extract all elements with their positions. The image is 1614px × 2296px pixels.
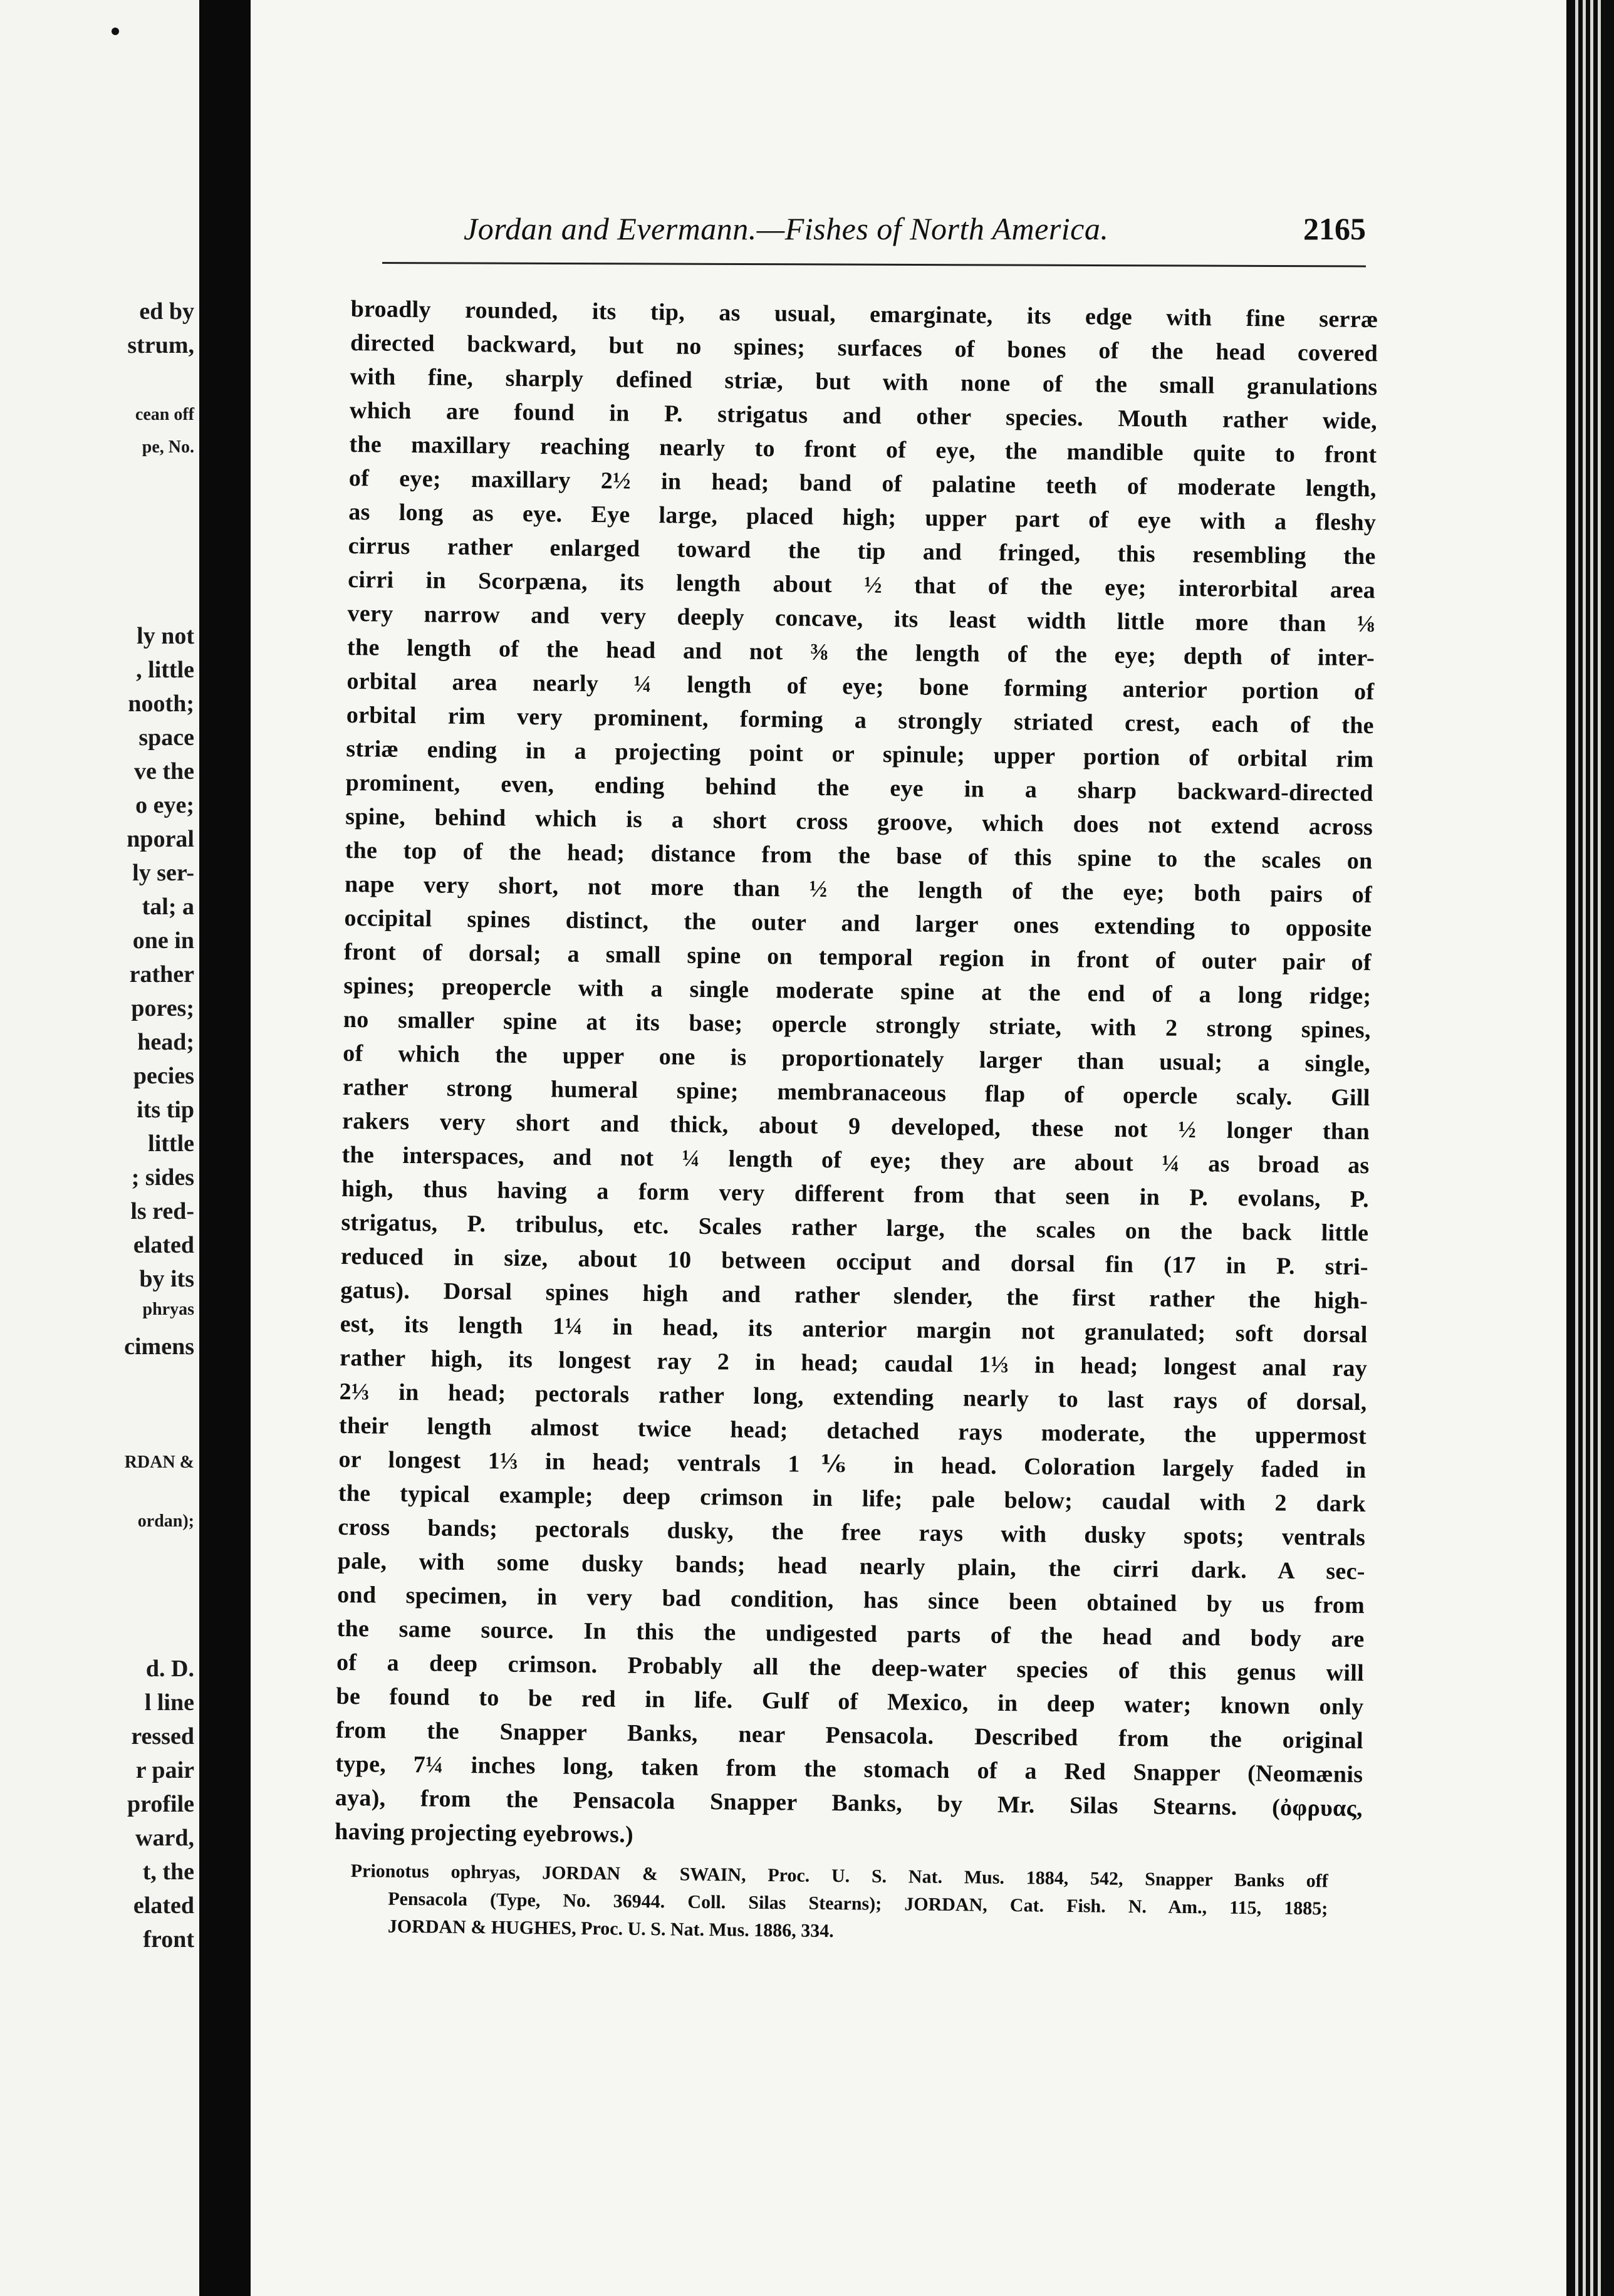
page-edge <box>1566 0 1614 2296</box>
text-line: their length almost twice head; detached rays moderate, the uppermost <box>338 1412 1367 1450</box>
text-line: the typical example; deep crimson in life; pale below; caudal with 2 dark <box>338 1479 1367 1518</box>
text-line: front of dorsal; a small spine on temporal region in front of outer pair of <box>343 938 1372 976</box>
text-line: as long as eye. Eye large, placed high; upper part of eye with a fleshy <box>348 498 1377 536</box>
text-line: the same source. In this the undigested parts of the head and body are <box>336 1615 1365 1653</box>
text-line: with fine, sharply defined striæ, but with none of the small granulations <box>350 363 1378 401</box>
fragment-line: ve the <box>133 758 194 785</box>
fragment-line: RDAN & <box>124 1453 194 1472</box>
fragment-line: little <box>148 1130 194 1157</box>
fragment-line: space <box>138 724 194 751</box>
text-line: occipital spines distinct, the outer and larger ones extending to opposite <box>344 904 1372 942</box>
reference-line: JORDAN & HUGHES, Proc. U. S. Nat. Mus. 1886, 334. <box>387 1916 834 1942</box>
text-line: the length of the head and not ⅜ the length of the eye; depth of inter- <box>346 634 1375 672</box>
text-line: the top of the head; distance from the base of this spine to the scales on <box>345 837 1373 875</box>
fragment-line: phryas <box>142 1300 194 1319</box>
fragment-line: its tip <box>137 1097 194 1123</box>
fragment-line: head; <box>137 1029 194 1055</box>
fragment-line: o eye; <box>135 792 194 818</box>
fragment-line: d. D. <box>145 1656 194 1682</box>
fragment-line: by its <box>139 1266 194 1292</box>
text-line: cross bands; pectorals dusky, the free rays with dusky spots; ventrals <box>338 1513 1366 1552</box>
fragment-line: front <box>143 1926 194 1953</box>
reference-line: Pensacola (Type, No. 36944. Coll. Silas Stearns); JORDAN, Cat. Fish. N. Am., 115, 1885; <box>388 1888 1328 1919</box>
fragment-line: strum, <box>127 332 194 358</box>
text-line: rather high, its longest ray 2 in head; caudal 1⅓ in head; longest anal ray <box>339 1344 1368 1382</box>
text-line: cirrus rather enlarged toward the tip and fringed, this resembling the <box>348 532 1376 570</box>
fragment-line: pores; <box>131 995 194 1021</box>
text-line: which are found in P. strigatus and other species. Mouth rather wide, <box>349 397 1378 435</box>
fragment-line: ly not <box>137 623 194 649</box>
text-line: broadly rounded, its tip, as usual, emarginate, its edge with fine serræ <box>350 295 1378 333</box>
fragment-line: ressed <box>131 1723 194 1750</box>
text-line: est, its length 1¼ in head, its anterior margin not granulated; soft dorsal <box>340 1310 1368 1349</box>
text-line: cirri in Scorpæna, its length about ½ that of the eye; interorbital area <box>347 566 1376 604</box>
species-description <box>335 292 1378 1859</box>
fragment-line: ordan); <box>137 1511 194 1531</box>
text-line: be found to be red in life. Gulf of Mexico, in deep water; known only <box>336 1683 1364 1721</box>
text-line: pale, with some dusky bands; head nearly plain, the cirri dark. A sec- <box>337 1547 1365 1585</box>
text-line: high, thus having a form very different from that seen in P. evolans, P. <box>341 1175 1370 1213</box>
text-line: orbital area nearly ¼ length of eye; bone forming anterior portion of <box>346 667 1375 706</box>
book-gutter <box>199 0 257 2296</box>
text-line: rakers very short and thick, about 9 developed, these not ½ longer than <box>341 1107 1370 1145</box>
fragment-line: t, the <box>142 1859 194 1885</box>
text-line: of a deep crimson. Probably all the deep-water species of this genus will <box>336 1649 1365 1687</box>
fragment-line: ; sides <box>131 1164 194 1191</box>
text-line: the maxillary reaching nearly to front of eye, the mandible quite to front <box>349 430 1377 469</box>
fragment-line: l line <box>144 1689 194 1716</box>
fragment-line: nooth; <box>128 691 194 717</box>
text-line: the interspaces, and not ¼ length of eye; they are about ¼ as broad as <box>341 1141 1370 1179</box>
previous-page-fragment <box>0 0 199 2296</box>
text-line: rather strong humeral spine; membranaceous flap of opercle scaly. Gill <box>342 1073 1370 1112</box>
text-line: gatus). Dorsal spines high and rather slender, the first rather the high- <box>340 1276 1368 1315</box>
synonymy-references <box>350 1857 1328 1950</box>
fragment-line: pecies <box>133 1063 194 1089</box>
fragment-line: pe, No. <box>142 437 194 457</box>
text-line: or longest 1⅓ in head; ventrals 1⅙ in head. Coloration largely faded in <box>338 1446 1367 1484</box>
text-line: type, 7¼ inches long, taken from the stomach of a Red Snapper (Neomænis <box>335 1750 1363 1788</box>
text-line: spine, behind which is a short cross groove, which does not extend across <box>345 803 1373 841</box>
text-line: prominent, even, ending behind the eye in a sharp backward-directed <box>345 769 1373 807</box>
running-head: Jordan and Evermann.—Fishes of North America. <box>464 211 1109 246</box>
fragment-line: elated <box>133 1232 194 1258</box>
fragment-line: elated <box>133 1892 194 1919</box>
fragment-line: ed by <box>139 298 194 325</box>
page-number: 2165 <box>1303 211 1366 246</box>
page-header <box>464 211 1366 267</box>
fragment-line: ward, <box>135 1825 194 1851</box>
fragment-line: r pair <box>135 1757 194 1783</box>
fragment-line: cean off <box>135 405 194 424</box>
text-line: spines; preopercle with a single moderate spine at the end of a long ridge; <box>343 972 1372 1010</box>
text-line: no smaller spine at its base; opercle strongly striate, with 2 strong spines, <box>343 1006 1371 1044</box>
text-line: ond specimen, in very bad condition, has since been obtained by us from <box>337 1581 1365 1619</box>
text-line: of which the upper one is proportionately larger than usual; a single, <box>343 1040 1371 1078</box>
text-line: directed backward, but no spines; surfaces of bones of the head covered <box>350 329 1378 367</box>
text-line: striæ ending in a projecting point or spinule; upper portion of orbital rim <box>346 735 1374 773</box>
fragment-line: tal; a <box>142 894 194 920</box>
text-line: from the Snapper Banks, near Pensacola. Described from the original <box>335 1716 1364 1755</box>
text-line: very narrow and very deeply concave, its least width little more than ⅛ <box>347 600 1375 638</box>
fragment-line: profile <box>127 1791 194 1817</box>
fragment-line: nporal <box>127 826 194 852</box>
fragment-line: ls red- <box>130 1198 194 1224</box>
text-line: of eye; maxillary 2½ in head; band of palatine teeth of moderate length, <box>348 464 1377 503</box>
text-line: reduced in size, about 10 between occiput and dorsal fin (17 in P. stri- <box>340 1243 1369 1281</box>
text-line: 2⅓ in head; pectorals rather long, extending nearly to last rays of dorsal, <box>339 1378 1367 1416</box>
ink-spot <box>112 28 119 35</box>
fragment-line: cimens <box>124 1333 194 1360</box>
text-line: having projecting eyebrows.) <box>335 1818 634 1848</box>
text-line: nape very short, not more than ½ the length of the eye; both pairs of <box>344 870 1373 909</box>
fragment-line: , little <box>136 657 194 683</box>
text-line: strigatus, P. tribulus, etc. Scales rather large, the scales on the back little <box>341 1209 1369 1247</box>
text-line: aya), from the Pensacola Snapper Banks, by Mr. Silas Stearns. (ὀφρυας, <box>335 1784 1363 1822</box>
fragment-line: ly ser- <box>132 860 194 886</box>
fragment-line: one in <box>132 927 194 954</box>
text-line: orbital rim very prominent, forming a strongly striated crest, each of the <box>346 701 1375 739</box>
fragment-line: rather <box>129 961 194 988</box>
reference-line: Prionotus ophryas, JORDAN & SWAIN, Proc. U. S. Nat. Mus. 1884, 542, Snapper Banks off <box>350 1860 1328 1892</box>
